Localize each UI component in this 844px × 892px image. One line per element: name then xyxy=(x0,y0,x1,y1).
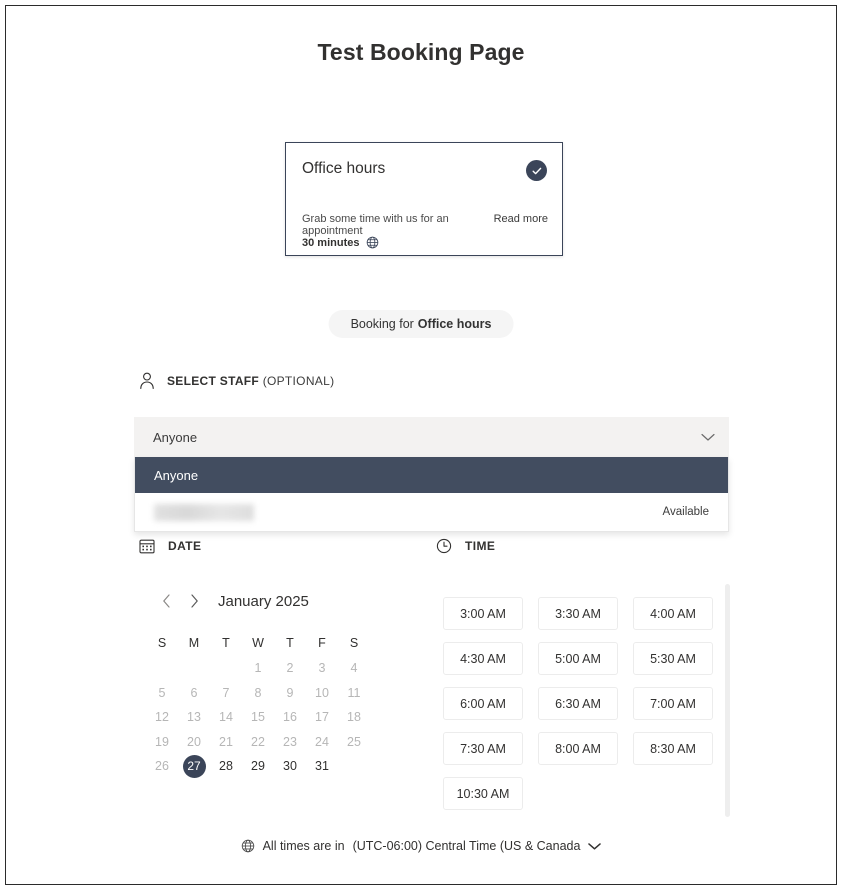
calendar-day-11: 11 xyxy=(347,685,361,700)
service-card-title: Office hours xyxy=(302,160,386,177)
calendar-day-26: 26 xyxy=(155,759,169,774)
calendar-day-18: 18 xyxy=(347,710,361,725)
booking-for-pill xyxy=(329,310,514,338)
time-slot[interactable]: 7:00 AM xyxy=(633,687,713,720)
time-section-label: TIME xyxy=(465,539,496,553)
calendar-month-label: January 2025 xyxy=(218,592,309,610)
timezone-footer xyxy=(6,839,836,853)
calendar-day-header: W xyxy=(252,636,264,650)
check-circle-icon xyxy=(526,160,547,181)
calendar-day-24: 24 xyxy=(315,734,329,749)
time-slot[interactable]: 6:30 AM xyxy=(538,687,618,720)
calendar-day-28[interactable]: 28 xyxy=(219,759,233,774)
calendar-blank-cell xyxy=(146,656,178,681)
calendar-day-22: 22 xyxy=(251,734,265,749)
clock-icon xyxy=(436,538,452,554)
time-slot[interactable]: 10:30 AM xyxy=(443,777,523,810)
staff-option-label: Anyone xyxy=(154,467,199,483)
calendar-day-header: S xyxy=(349,636,359,650)
time-slot-panel xyxy=(443,597,729,822)
time-slot[interactable]: 4:00 AM xyxy=(633,597,713,630)
time-scrollbar[interactable] xyxy=(725,584,730,817)
staff-option-redacted[interactable] xyxy=(135,493,728,531)
calendar-day-31[interactable]: 31 xyxy=(315,759,329,774)
calendar-nav xyxy=(146,586,371,616)
calendar-day-8: 8 xyxy=(254,685,262,700)
calendar-icon xyxy=(139,538,155,554)
staff-dropdown-list[interactable] xyxy=(134,457,729,532)
page-title: Test Booking Page xyxy=(317,39,525,65)
time-section-header xyxy=(436,538,495,554)
select-staff-optional: (OPTIONAL) xyxy=(262,374,335,388)
service-card-duration-row xyxy=(302,236,379,249)
time-slot[interactable]: 6:00 AM xyxy=(443,687,523,720)
calendar-blank-cell xyxy=(210,656,242,681)
calendar-day-10: 10 xyxy=(315,685,329,700)
chevron-right-icon[interactable] xyxy=(180,587,208,615)
calendar-day-19: 19 xyxy=(155,734,169,749)
chevron-down-icon[interactable] xyxy=(701,433,715,442)
staff-select-value: Anyone xyxy=(153,429,198,445)
calendar-day-header: M xyxy=(188,636,200,650)
time-slot[interactable]: 4:30 AM xyxy=(443,642,523,675)
read-more-link[interactable]: Read more xyxy=(493,213,548,225)
calendar-day-13: 13 xyxy=(187,710,201,725)
calendar-grid xyxy=(146,630,371,779)
calendar-day-30[interactable]: 30 xyxy=(283,759,297,774)
calendar-day-25: 25 xyxy=(347,734,361,749)
calendar-day-1: 1 xyxy=(254,661,262,676)
booking-for-service: Office hours xyxy=(417,317,492,331)
redacted-staff-name xyxy=(154,504,254,521)
calendar-day-29[interactable]: 29 xyxy=(251,759,265,774)
calendar-day-20: 20 xyxy=(187,734,201,749)
calendar-day-6: 6 xyxy=(190,685,198,700)
timezone-value: (UTC-06:00) Central Time (US & Canada xyxy=(352,839,581,853)
calendar-day-7: 7 xyxy=(222,685,230,700)
calendar-day-17: 17 xyxy=(315,710,329,725)
globe-icon xyxy=(366,236,379,249)
date-section-header xyxy=(139,538,201,554)
time-slot[interactable]: 5:30 AM xyxy=(633,642,713,675)
calendar-day-header: T xyxy=(222,636,230,650)
select-staff-header xyxy=(139,372,334,390)
calendar-day-5: 5 xyxy=(158,685,166,700)
service-card-description: Grab some time with us for an appointment xyxy=(302,213,449,237)
staff-option-availability: Available xyxy=(662,506,709,518)
service-card-description-row xyxy=(302,213,548,237)
staff-select-field[interactable] xyxy=(134,417,729,457)
select-staff-label: SELECT STAFF xyxy=(167,374,260,388)
time-slot-grid xyxy=(443,597,729,810)
time-slot[interactable]: 3:30 AM xyxy=(538,597,618,630)
date-picker[interactable] xyxy=(146,586,371,779)
time-slot[interactable]: 3:00 AM xyxy=(443,597,523,630)
calendar-day-12: 12 xyxy=(155,710,169,725)
calendar-day-4: 4 xyxy=(350,661,358,676)
calendar-day-3: 3 xyxy=(318,661,326,676)
calendar-day-9: 9 xyxy=(286,685,294,700)
time-slot[interactable]: 8:30 AM xyxy=(633,732,713,765)
chevron-left-icon[interactable] xyxy=(152,587,180,615)
person-icon xyxy=(139,372,155,390)
calendar-day-header: S xyxy=(157,636,167,650)
calendar-day-14: 14 xyxy=(219,710,233,725)
globe-icon xyxy=(241,839,255,853)
time-slot[interactable]: 7:30 AM xyxy=(443,732,523,765)
calendar-day-header: F xyxy=(318,636,326,650)
service-card-duration: 30 minutes xyxy=(302,236,360,249)
calendar-day-16: 16 xyxy=(283,710,297,725)
calendar-day-header: T xyxy=(286,636,294,650)
time-slot[interactable]: 5:00 AM xyxy=(538,642,618,675)
calendar-day-21: 21 xyxy=(219,734,233,749)
calendar-day-15: 15 xyxy=(251,710,265,725)
service-card-office-hours[interactable] xyxy=(285,142,563,256)
time-slot[interactable]: 8:00 AM xyxy=(538,732,618,765)
chevron-down-icon[interactable] xyxy=(588,842,601,851)
calendar-day-27[interactable]: 27 xyxy=(178,754,210,779)
staff-option-anyone[interactable] xyxy=(135,457,728,493)
calendar-blank-cell xyxy=(178,656,210,681)
select-staff-label-group xyxy=(167,374,334,388)
calendar-day-2: 2 xyxy=(286,661,294,676)
booking-for-prefix: Booking for xyxy=(350,317,414,331)
date-section-label: DATE xyxy=(168,539,202,553)
timezone-prefix: All times are in xyxy=(262,839,345,853)
calendar-day-23: 23 xyxy=(283,734,297,749)
booking-page-frame xyxy=(5,5,837,885)
